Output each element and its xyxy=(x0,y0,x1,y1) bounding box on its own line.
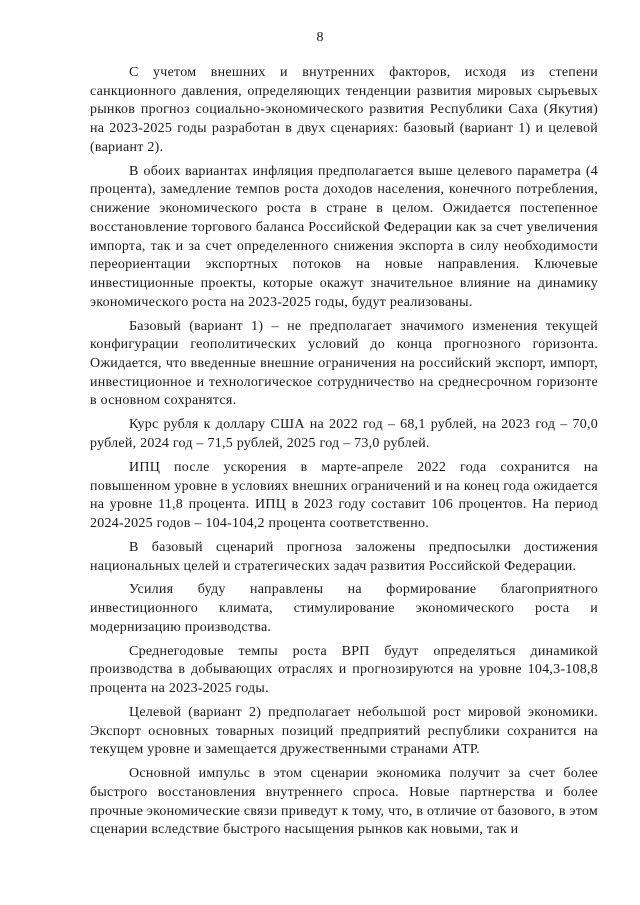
paragraph-inflation: В обоих вариантах инфляция предполагается выше целевого параметра (4 процента), замедление темпов роста доходов населения, конечного потребления, снижение экономического роста в стране в целом. Ожидается постепенное восстановление торгового баланса Российской Федерации как за счет увеличения импорта, так и за счет определенного снижения экспорта в силу необходимости переориентации экспортных потоков на новые направления. Ключевые инвестиционные проекты, которые окажут значительное влияние на динамику экономического роста на 2023-2025 годы, будут реализованы. xyxy=(90,163,598,310)
paragraph-main-impulse: Основной импульс в этом сценарии экономика получит за счет более быстрого восстановления внутреннего спроса. Новые партнерства и более прочные экономические связи приведут к тому, что, в отличие от базового, в этом сценарии вследствие быстрого насыщения рынков как новыми, так и xyxy=(90,766,598,838)
paragraph-grp-growth: Среднегодовые темпы роста ВРП будут определяться динамикой производства в добывающих отраслях и прогнозируются на уровне 104,3-108,8 процента на 2023-2025 годы. xyxy=(90,643,598,697)
paragraph-target-variant: Целевой (вариант 2) предполагает небольшой рост мировой экономики. Экспорт основных товарных позиций предприятий республики сохранится на текущем уровне и замещается дружественными странами АТР. xyxy=(90,705,598,758)
paragraph-scenarios-intro: С учетом внешних и внутренних факторов, исходя из степени санкционного давления, определяющих тенденции развития мировых сырьевых рынков прогноз социально-экономического развития Республики Саха (Якутия) на 2023-2025 годы разработан в двух сценариях: базовый (вариант 1) и целевой (вариант 2). xyxy=(90,65,598,155)
paragraph-national-goals: В базовый сценарий прогноза заложены предпосылки достижения национальных целей и стратегических задач развития Российской Федерации. xyxy=(90,539,598,574)
paragraph-cpi: ИПЦ после ускорения в марте-апреле 2022 года сохранится на повышенном уровне в условиях внешних ограничений и на конец года ожидается на уровне 11,8 процента. ИПЦ в 2023 году составит 106 процентов. На период 2024-2025 годов – 104-104,2 процента соответственно. xyxy=(90,459,598,531)
document-body xyxy=(90,64,598,845)
paragraph-efforts: Усилия буду направлены на формирование благоприятного инвестиционного климата, стимулирование экономического роста и модернизацию производства. xyxy=(90,582,598,635)
paragraph-base-variant: Базовый (вариант 1) – не предполагает значимого изменения текущей конфигурации геополитических условий до конца прогнозного горизонта. Ожидается, что введенные внешние ограничения на российский экспорт, импорт, инвестиционное и технологическое сотрудничество на среднесрочном горизонте в основном сохранятся. xyxy=(90,318,598,409)
page-number: 8 xyxy=(316,30,324,45)
paragraph-exchange-rate: Курс рубля к доллару США на 2022 год – 68,1 рублей, на 2023 год – 70,0 рублей, 2024 год – 71,5 рублей, 2025 год – 73,0 рублей. xyxy=(90,417,598,451)
